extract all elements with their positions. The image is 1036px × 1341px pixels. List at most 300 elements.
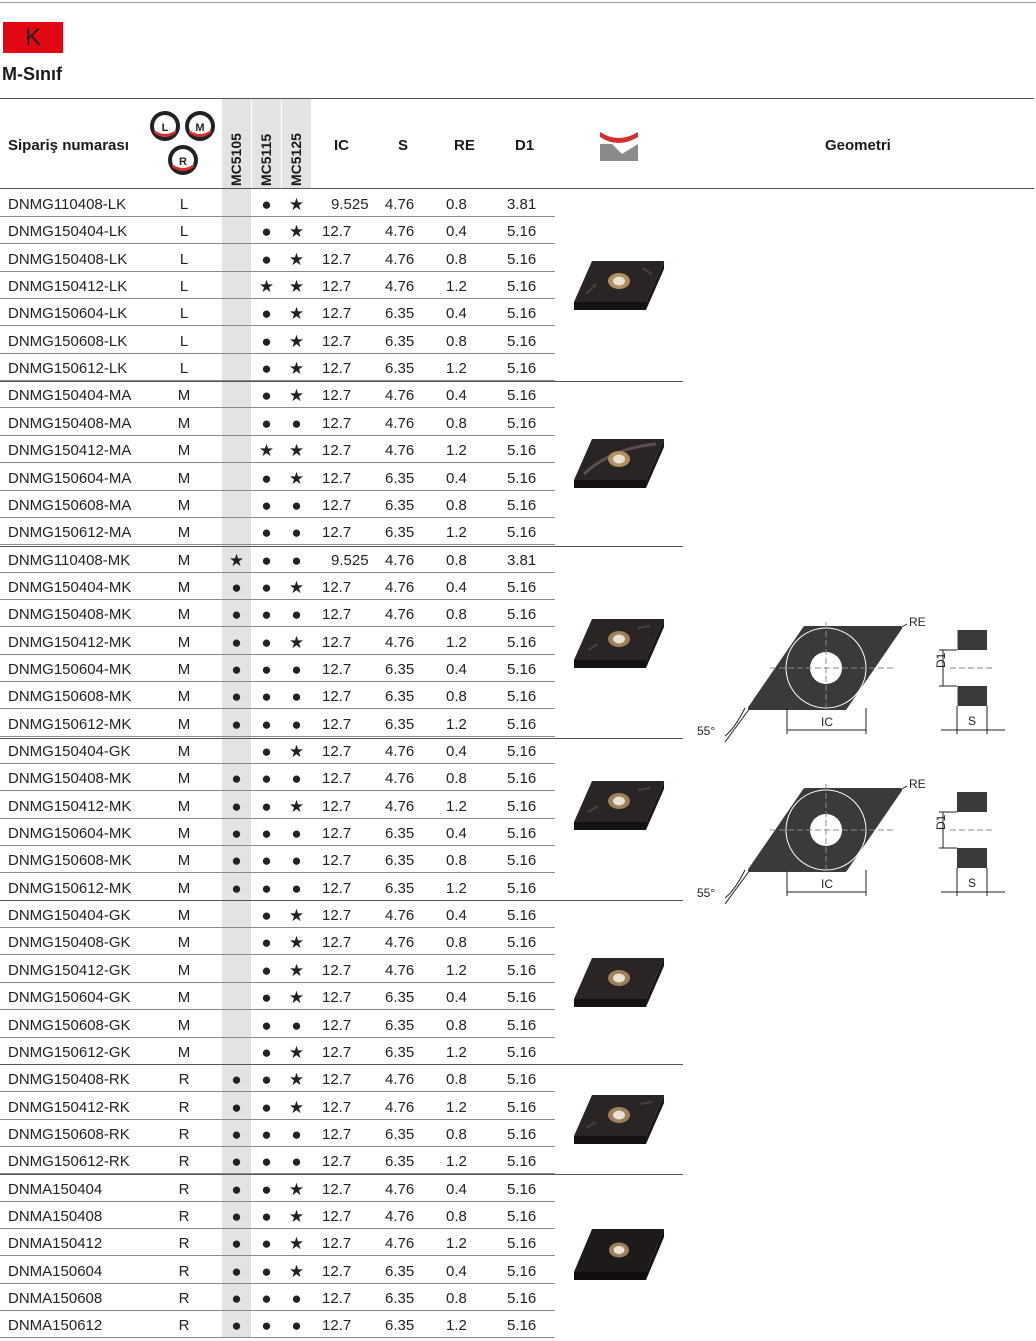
grade-mc5125-cell: ★: [288, 960, 305, 980]
d1-cell: 5.16: [507, 879, 537, 897]
d1-cell: 5.16: [507, 1317, 537, 1335]
grade-mc5125-cell: ★: [288, 468, 305, 488]
grade-mc5125-cell: ★: [288, 742, 305, 761]
grade-mc5125-cell: ●: [291, 523, 302, 543]
grade-mc5125-cell: ●: [291, 769, 302, 789]
d1-cell: 5.16: [507, 250, 537, 268]
table-row: [0, 546, 555, 573]
d1-cell: 5.16: [507, 442, 537, 460]
geometry-diagram-2: [695, 774, 1015, 904]
table-row: [0, 1038, 555, 1065]
chipbreaker-class-cell: R: [178, 1262, 190, 1280]
group-divider: [0, 1064, 683, 1065]
grade-mc5105-cell: [222, 245, 251, 272]
ic-cell: 12.7: [322, 797, 352, 815]
grade-mc5115-cell: ●: [261, 1152, 272, 1172]
re-cell: 0.8: [446, 1125, 467, 1143]
grade-mc5115-cell: ●: [261, 304, 272, 324]
grade-mc5105-cell: ●: [231, 1289, 242, 1308]
grade-mc5125-cell: ●: [291, 1015, 302, 1035]
svg-text:R: R: [179, 156, 187, 168]
header-bottom-rule: [0, 188, 1034, 189]
grade-mc5125-cell: ●: [291, 605, 302, 625]
grade-mc5105-cell: ●: [231, 878, 242, 898]
chipbreaker-r-icon: [168, 145, 198, 175]
ic-cell: 12.7: [322, 578, 352, 596]
chipbreaker-class-cell: M: [177, 743, 191, 760]
grade-mc5105-cell: ●: [231, 824, 242, 844]
grade-mc5115-cell: ●: [261, 359, 272, 379]
order-number-cell: DNMG150608-MK: [8, 852, 132, 870]
grade-mc5115-cell: ●: [261, 249, 272, 269]
d1-cell: 5.16: [507, 414, 537, 432]
grade-mc5115-cell: ●: [261, 413, 272, 433]
geometry-header: Geometri: [825, 137, 891, 154]
re-cell: 1.2: [446, 879, 467, 897]
ic-cell: 12.7: [322, 1071, 352, 1089]
insert-image-mk: [572, 616, 666, 672]
grade-mc5115-cell: ●: [261, 495, 272, 515]
ic-cell: 12.7: [322, 879, 352, 897]
order-number-cell: DNMG150412-GK: [8, 961, 131, 979]
d1-cell: 5.16: [507, 305, 537, 323]
diagram-angle-label: 55°: [697, 886, 716, 900]
re-cell: 1.2: [446, 633, 467, 651]
d1-cell: 5.16: [507, 278, 537, 296]
chipbreaker-class-cell: R: [178, 1290, 190, 1307]
table-row: [0, 491, 555, 518]
grade-mc5105-cell: [222, 299, 251, 326]
geometry-diagram-1: [695, 612, 1015, 742]
grade-mc5125-cell: ★: [288, 249, 305, 269]
re-header: RE: [454, 137, 475, 154]
chipbreaker-class-cell: R: [178, 1125, 190, 1143]
ic-cell: 12.7: [322, 1235, 352, 1253]
chipbreaker-class-cell: M: [177, 551, 191, 569]
order-number-cell: DNMG150412-MK: [8, 633, 132, 651]
table-row: [0, 1147, 555, 1174]
s-cell: 6.35: [385, 332, 415, 350]
diagram-re-label: RE: [909, 777, 926, 791]
grade-mc5125-cell: ●: [291, 1152, 302, 1172]
insert-geometry-icon: [598, 128, 640, 162]
order-number-cell: DNMG150408-GK: [8, 934, 131, 952]
table-row: [0, 354, 555, 381]
grade-mc5125-cell: ★: [288, 441, 305, 461]
ic-cell: 12.7: [322, 442, 352, 460]
ic-cell: 12.7: [322, 1043, 352, 1061]
re-cell: 1.2: [446, 360, 467, 378]
chipbreaker-class-cell: M: [177, 660, 191, 678]
s-cell: 4.76: [385, 442, 415, 460]
ic-cell: 12.7: [322, 332, 352, 350]
ic-cell: 12.7: [322, 414, 352, 432]
order-number-cell: DNMG150612-MK: [8, 879, 132, 897]
s-cell: 4.76: [385, 743, 415, 760]
s-cell: 4.76: [385, 196, 415, 213]
grade-mc5125-cell: ●: [291, 413, 302, 433]
table-row: [0, 819, 555, 846]
d1-cell: 5.16: [507, 1098, 537, 1116]
ic-cell: 12.7: [322, 743, 352, 760]
d1-cell: 5.16: [507, 1207, 537, 1225]
group-divider: [0, 738, 683, 739]
table-row: [0, 327, 555, 354]
grade-mc5105-cell: ●: [231, 1206, 242, 1226]
insert-image-lk: [572, 258, 666, 314]
s-cell: 4.76: [385, 414, 415, 432]
ic-cell: 12.7: [322, 770, 352, 788]
grade-mc5125-cell: ★: [288, 1234, 305, 1254]
diagram-d1-label: D1: [934, 652, 948, 668]
re-cell: 0.8: [446, 1071, 467, 1089]
order-number-cell: DNMG150604-GK: [8, 989, 131, 1007]
ic-cell: 12.7: [322, 1317, 352, 1335]
grade-mc5125-cell: ●: [291, 687, 302, 707]
ic-cell: 12.7: [322, 250, 352, 268]
order-number-cell: DNMG150404-LK: [8, 223, 128, 241]
grade-mc5105-cell: [222, 436, 251, 463]
s-cell: 6.35: [385, 852, 415, 870]
d1-cell: 5.16: [507, 469, 537, 487]
order-number-cell: DNMG150408-MK: [8, 606, 132, 624]
order-number-cell: DNMG150408-MA: [8, 414, 132, 432]
re-cell: 1.2: [446, 1098, 467, 1116]
grade-mc5115-cell: ●: [261, 1070, 272, 1090]
table-row: [0, 874, 555, 901]
d1-cell: 5.16: [507, 1071, 537, 1089]
d1-cell: 5.16: [507, 907, 537, 925]
table-row: [0, 1229, 555, 1256]
grade-mc5105-cell: [222, 518, 251, 545]
grade-mc5125-cell: ★: [288, 1070, 305, 1090]
class-title: M-Sınıf: [2, 64, 62, 84]
header-top-rule: [0, 98, 1034, 99]
insert-image-gk: [572, 955, 666, 1011]
s-cell: 6.35: [385, 879, 415, 897]
d1-cell: 5.16: [507, 606, 537, 624]
diagram-d1-label: D1: [934, 814, 948, 830]
re-cell: 0.4: [446, 743, 467, 760]
re-cell: 1.2: [446, 1153, 467, 1171]
grade-mc5125-cell: ★: [288, 1179, 305, 1199]
re-cell: 0.8: [446, 196, 467, 213]
grade-mc5125-cell: ★: [288, 1097, 305, 1117]
chipbreaker-class-cell: R: [178, 1317, 190, 1335]
d1-cell: 5.16: [507, 989, 537, 1007]
s-cell: 4.76: [385, 934, 415, 952]
grade-mc5105-cell: [222, 354, 251, 381]
ic-cell: 12.7: [322, 825, 352, 843]
table-row: [0, 764, 555, 791]
table-row: [0, 1093, 555, 1120]
s-cell: 4.76: [385, 250, 415, 268]
grade-header-mc5115: MC5115: [258, 133, 274, 186]
order-number-cell: DNMG110408-LK: [8, 196, 127, 213]
grade-mc5125-cell: ●: [291, 659, 302, 679]
chipbreaker-class-cell: R: [178, 1180, 190, 1198]
grade-mc5105-cell: [222, 217, 251, 244]
insert-image-mk-2: [572, 778, 666, 834]
s-cell: 6.35: [385, 496, 415, 514]
order-number-cell: DNMG150412-MA: [8, 442, 132, 460]
order-number-cell: DNMG150412-LK: [8, 278, 128, 296]
grade-mc5115-cell: ●: [261, 1261, 272, 1281]
grade-mc5125-cell: ●: [291, 1289, 302, 1308]
table-row: [0, 573, 555, 600]
table-row: [0, 1202, 555, 1229]
grade-mc5115-cell: ●: [261, 632, 272, 652]
grade-mc5115-cell: ●: [261, 769, 272, 789]
grade-mc5115-cell: ●: [261, 1206, 272, 1226]
order-number-cell: DNMA150408: [8, 1207, 103, 1225]
chipbreaker-m-icon: [185, 111, 215, 141]
order-number-cell: DNMG150604-MK: [8, 660, 132, 678]
order-number-cell: DNMG150412-RK: [8, 1098, 130, 1116]
grade-mc5125-cell: ●: [291, 1316, 302, 1336]
ic-cell: 12.7: [322, 606, 352, 624]
order-number-cell: DNMG150604-MA: [8, 469, 132, 487]
chipbreaker-class-cell: R: [178, 1235, 190, 1253]
grade-mc5105-cell: ●: [231, 1179, 242, 1199]
s-cell: 4.76: [385, 1207, 415, 1225]
re-cell: 0.8: [446, 852, 467, 870]
ic-cell: 12.7: [322, 907, 352, 925]
re-cell: 0.4: [446, 305, 467, 323]
table-row: [0, 1257, 555, 1284]
s-cell: 4.76: [385, 1180, 415, 1198]
order-number-cell: DNMA150412: [8, 1235, 103, 1253]
order-number-cell: DNMG150612-RK: [8, 1153, 130, 1171]
table-row: [0, 901, 555, 928]
table-row: [0, 190, 555, 217]
grade-mc5115-cell: ●: [261, 933, 272, 953]
d1-cell: 5.16: [507, 961, 537, 979]
re-cell: 0.4: [446, 825, 467, 843]
d1-cell: 5.16: [507, 1180, 537, 1198]
re-cell: 0.8: [446, 250, 467, 268]
chipbreaker-class-cell: L: [179, 332, 189, 350]
re-cell: 0.8: [446, 606, 467, 624]
order-number-cell: DNMG150608-LK: [8, 332, 128, 350]
table-row: [0, 1011, 555, 1038]
d1-cell: 5.16: [507, 852, 537, 870]
ic-cell: 12.7: [322, 1125, 352, 1143]
order-number-cell: DNMG150604-LK: [8, 305, 128, 323]
grade-mc5115-cell: ●: [261, 659, 272, 679]
d1-cell: 5.16: [507, 1125, 537, 1143]
re-cell: 1.2: [446, 1043, 467, 1061]
grade-mc5105-cell: ●: [231, 659, 242, 679]
ic-cell: 9.525: [331, 551, 369, 569]
re-cell: 0.4: [446, 578, 467, 596]
grade-mc5105-cell: [222, 491, 251, 518]
diagram-s-label: S: [968, 714, 977, 728]
diagram-re-label: RE: [909, 615, 926, 629]
chipbreaker-class-cell: L: [179, 305, 189, 323]
s-cell: 6.35: [385, 1290, 415, 1307]
grade-mc5115-cell: ●: [261, 523, 272, 543]
grade-mc5115-cell: ●: [261, 605, 272, 625]
order-number-cell: DNMG150604-MK: [8, 825, 132, 843]
s-cell: 4.76: [385, 770, 415, 788]
s-cell: 4.76: [385, 551, 415, 569]
grade-mc5105-cell: [222, 381, 251, 408]
chipbreaker-class-cell: M: [177, 825, 191, 843]
grade-mc5105-cell: ●: [231, 796, 242, 816]
s-cell: 4.76: [385, 961, 415, 979]
re-cell: 0.8: [446, 332, 467, 350]
grade-mc5125-cell: ★: [288, 386, 305, 406]
chipbreaker-class-cell: M: [177, 387, 191, 405]
order-number-cell: DNMG150404-GK: [8, 907, 131, 925]
re-cell: 0.8: [446, 934, 467, 952]
chipbreaker-class-cell: M: [177, 496, 191, 514]
d1-cell: 5.16: [507, 578, 537, 596]
d1-cell: 5.16: [507, 660, 537, 678]
table-row: [0, 272, 555, 299]
table-row: [0, 518, 555, 545]
grade-mc5125-cell: ●: [291, 878, 302, 898]
order-number-cell: DNMA150608: [8, 1290, 103, 1307]
grade-mc5125-cell: ●: [291, 851, 302, 871]
order-number-cell: DNMA150404: [8, 1180, 103, 1198]
d1-cell: 3.81: [507, 551, 537, 569]
ic-cell: 12.7: [322, 1290, 352, 1307]
ic-cell: 12.7: [322, 305, 352, 323]
s-cell: 4.76: [385, 278, 415, 296]
s-cell: 6.35: [385, 524, 415, 542]
d1-cell: 5.16: [507, 1153, 537, 1171]
ic-cell: 12.7: [322, 989, 352, 1007]
grade-header-mc5105: MC5105: [228, 133, 244, 186]
order-number-cell: DNMG150612-MK: [8, 715, 132, 733]
grade-mc5125-cell: ★: [288, 1042, 305, 1062]
table-row: [0, 846, 555, 873]
grade-mc5105-cell: [222, 190, 251, 217]
chipbreaker-class-cell: M: [177, 797, 191, 815]
re-cell: 0.8: [446, 1290, 467, 1307]
s-cell: 6.35: [385, 688, 415, 706]
grade-mc5115-cell: ●: [261, 1042, 272, 1062]
re-cell: 1.2: [446, 715, 467, 733]
table-row: [0, 628, 555, 655]
ic-cell: 12.7: [322, 1098, 352, 1116]
re-cell: 0.4: [446, 907, 467, 925]
re-cell: 1.2: [446, 1317, 467, 1335]
grade-mc5115-cell: ●: [261, 878, 272, 898]
d1-cell: 5.16: [507, 688, 537, 706]
ic-cell: 12.7: [322, 1153, 352, 1171]
d1-cell: 5.16: [507, 496, 537, 514]
grade-mc5105-cell: [222, 272, 251, 299]
chipbreaker-l-icon: [150, 111, 180, 141]
s-header: S: [398, 137, 409, 154]
chipbreaker-class-cell: M: [177, 578, 191, 596]
order-number-cell: DNMA150612: [8, 1317, 103, 1335]
grade-mc5105-cell: [222, 464, 251, 491]
table-row: [0, 464, 555, 491]
chipbreaker-class-cell: M: [177, 961, 191, 979]
ic-cell: 12.7: [322, 524, 352, 542]
grade-mc5125-cell: ★: [288, 632, 305, 652]
chipbreaker-class-cell: L: [179, 250, 189, 268]
diagram-ic-label: IC: [821, 877, 833, 891]
table-row: [0, 1120, 555, 1147]
grade-mc5115-cell: ●: [261, 851, 272, 871]
chipbreaker-class-cell: M: [177, 934, 191, 952]
d1-cell: 5.16: [507, 1262, 537, 1280]
table-row: [0, 217, 555, 244]
grade-mc5125-cell: ★: [288, 331, 305, 351]
ic-cell: 12.7: [322, 852, 352, 870]
order-number-cell: DNMG150612-LK: [8, 360, 128, 378]
order-number-cell: DNMG110408-MK: [8, 551, 131, 569]
d1-cell: 5.16: [507, 770, 537, 788]
grade-mc5105-cell: ●: [231, 632, 242, 652]
d1-cell: 5.16: [507, 825, 537, 843]
ic-cell: 12.7: [322, 360, 352, 378]
chipbreaker-class-cell: M: [177, 1043, 191, 1061]
chipbreaker-class-cell: L: [179, 196, 189, 213]
grade-mc5115-cell: ●: [261, 742, 272, 761]
grade-mc5125-cell: ★: [288, 796, 305, 816]
top-rule: [0, 2, 1036, 3]
grade-mc5105-cell: [222, 983, 251, 1010]
ic-cell: 9.525: [331, 196, 369, 213]
s-cell: 4.76: [385, 1235, 415, 1253]
insert-image-ma: [572, 436, 666, 492]
ic-cell: 12.7: [322, 660, 352, 678]
grade-mc5105-cell: ●: [231, 769, 242, 789]
group-divider: [0, 900, 683, 901]
grade-mc5105-cell: ●: [231, 1097, 242, 1117]
s-cell: 4.76: [385, 797, 415, 815]
s-cell: 4.76: [385, 633, 415, 651]
grade-mc5115-cell: ●: [261, 222, 272, 242]
re-cell: 0.8: [446, 1207, 467, 1225]
d1-cell: 3.81: [507, 196, 537, 213]
re-cell: 1.2: [446, 797, 467, 815]
grade-mc5115-cell: ●: [261, 960, 272, 980]
s-cell: 4.76: [385, 1098, 415, 1116]
re-cell: 0.8: [446, 414, 467, 432]
re-cell: 0.8: [446, 551, 467, 569]
order-number-cell: DNMG150608-MK: [8, 688, 132, 706]
chipbreaker-icons: [148, 108, 218, 178]
chipbreaker-class-cell: M: [177, 879, 191, 897]
table-row: [0, 792, 555, 819]
grade-mc5105-cell: [222, 928, 251, 955]
re-cell: 0.4: [446, 660, 467, 678]
table-row: [0, 600, 555, 627]
chipbreaker-class-cell: M: [177, 852, 191, 870]
grade-mc5115-cell: ●: [261, 550, 272, 570]
material-group-badge: K: [3, 22, 63, 53]
grade-mc5105-cell: [222, 901, 251, 928]
grade-mc5105-cell: [222, 327, 251, 354]
re-cell: 0.4: [446, 223, 467, 241]
grade-mc5115-cell: ●: [261, 1179, 272, 1199]
grade-mc5115-cell: ●: [261, 1289, 272, 1308]
grade-mc5115-cell: ●: [261, 687, 272, 707]
table-row: [0, 381, 555, 408]
d1-cell: 5.16: [507, 360, 537, 378]
table-row: [0, 1284, 555, 1311]
insert-image-rk: [572, 1092, 666, 1148]
s-cell: 6.35: [385, 715, 415, 733]
re-cell: 0.4: [446, 1180, 467, 1198]
